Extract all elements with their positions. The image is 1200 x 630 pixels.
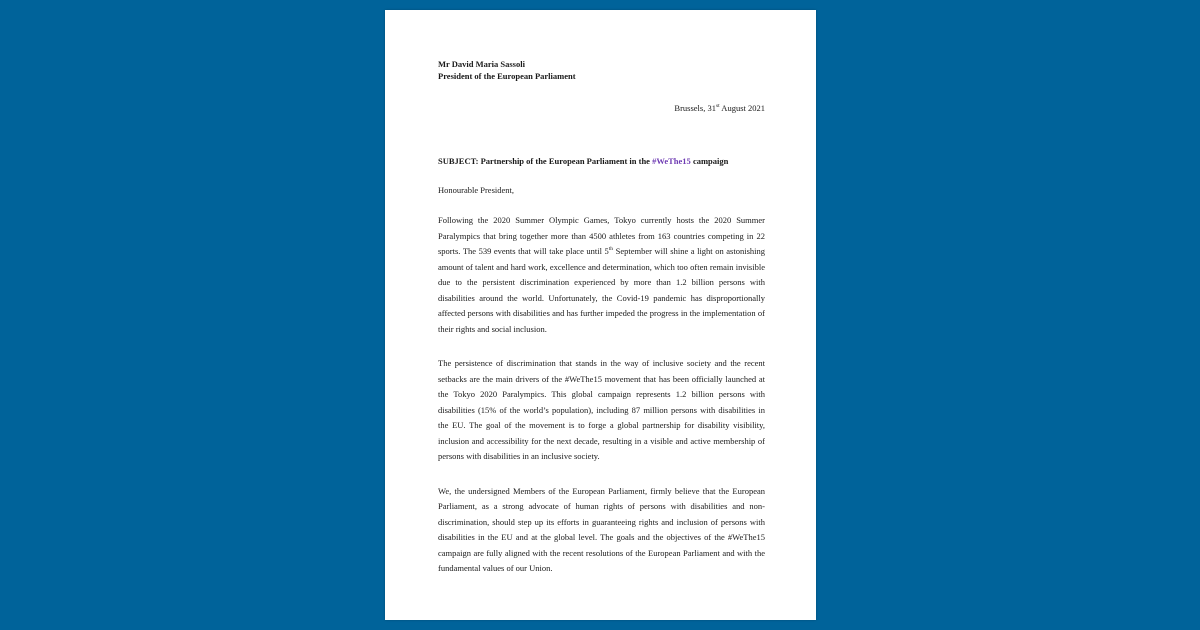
salutation: Honourable President, (438, 185, 515, 195)
subject-line (438, 155, 765, 167)
paragraph-1 (438, 213, 765, 337)
date-ordinal: st (715, 103, 720, 110)
subject-text: SUBJECT: Partnership of the European Parliament in the (438, 156, 653, 166)
recipient-name: Mr David Maria Sassoli (438, 59, 525, 69)
letter-body (438, 58, 765, 577)
letter-page (385, 10, 816, 620)
recipient-block (438, 58, 765, 82)
paragraph-1-text-cont: September will shine a light on astonishing amount of talent and hard work, excellence and determination, which too often remain invisible due to the persistent discrimination experienced by more than 1.2 billion persons with disabilities around the world. Unfortunately, the Covid-19 pandemic has disproportionally affected persons with disabilities and has further impeded the progress in the implementation of their rights and social inclusion. (438, 246, 765, 334)
paragraph-1-ordinal: th (608, 246, 614, 253)
paragraph-1-text: Following the 2020 Summer Olympic Games, Tokyo currently hosts the 2020 Summer Paralympics that bring together more than 4500 athletes from 163 countries competing in 22 sports. The 539 events that will take place until 5 (438, 215, 765, 256)
subject-suffix: campaign (690, 156, 729, 166)
date-suffix: August 2021 (719, 103, 765, 113)
subject-hashtag: #WeThe15 (652, 156, 691, 166)
recipient-title: President of the European Parliament (438, 71, 576, 81)
date-prefix: Brussels, 31 (674, 103, 716, 113)
paragraph-3: We, the undersigned Members of the European Parliament, firmly believe that the European Parliament, as a strong advocate of human rights of persons with disabilities and non-discrimination, should step up its efforts in guaranteeing rights and inclusion of persons with disabilities in the EU and at the global level. The goals and the objectives of the #WeThe15 campaign are fully aligned with the recent resolutions of the European Parliament and with the fundamental values of our Union. (438, 485, 765, 573)
paragraph-2: The persistence of discrimination that stands in the way of inclusive society and the recent setbacks are the main drivers of the #WeThe15 movement that has been officially launched at the Tokyo 2020 Paralympics. This global campaign represents 1.2 billion persons with disabilities (15% of the world’s population), including 87 million persons with disabilities in the EU. The goal of the movement is to forge a global partnership for disability visibility, inclusion and accessibility for the next decade, resulting in a visible and active membership of persons with disabilities in an inclusive society. (438, 358, 765, 461)
dateline (438, 102, 765, 114)
